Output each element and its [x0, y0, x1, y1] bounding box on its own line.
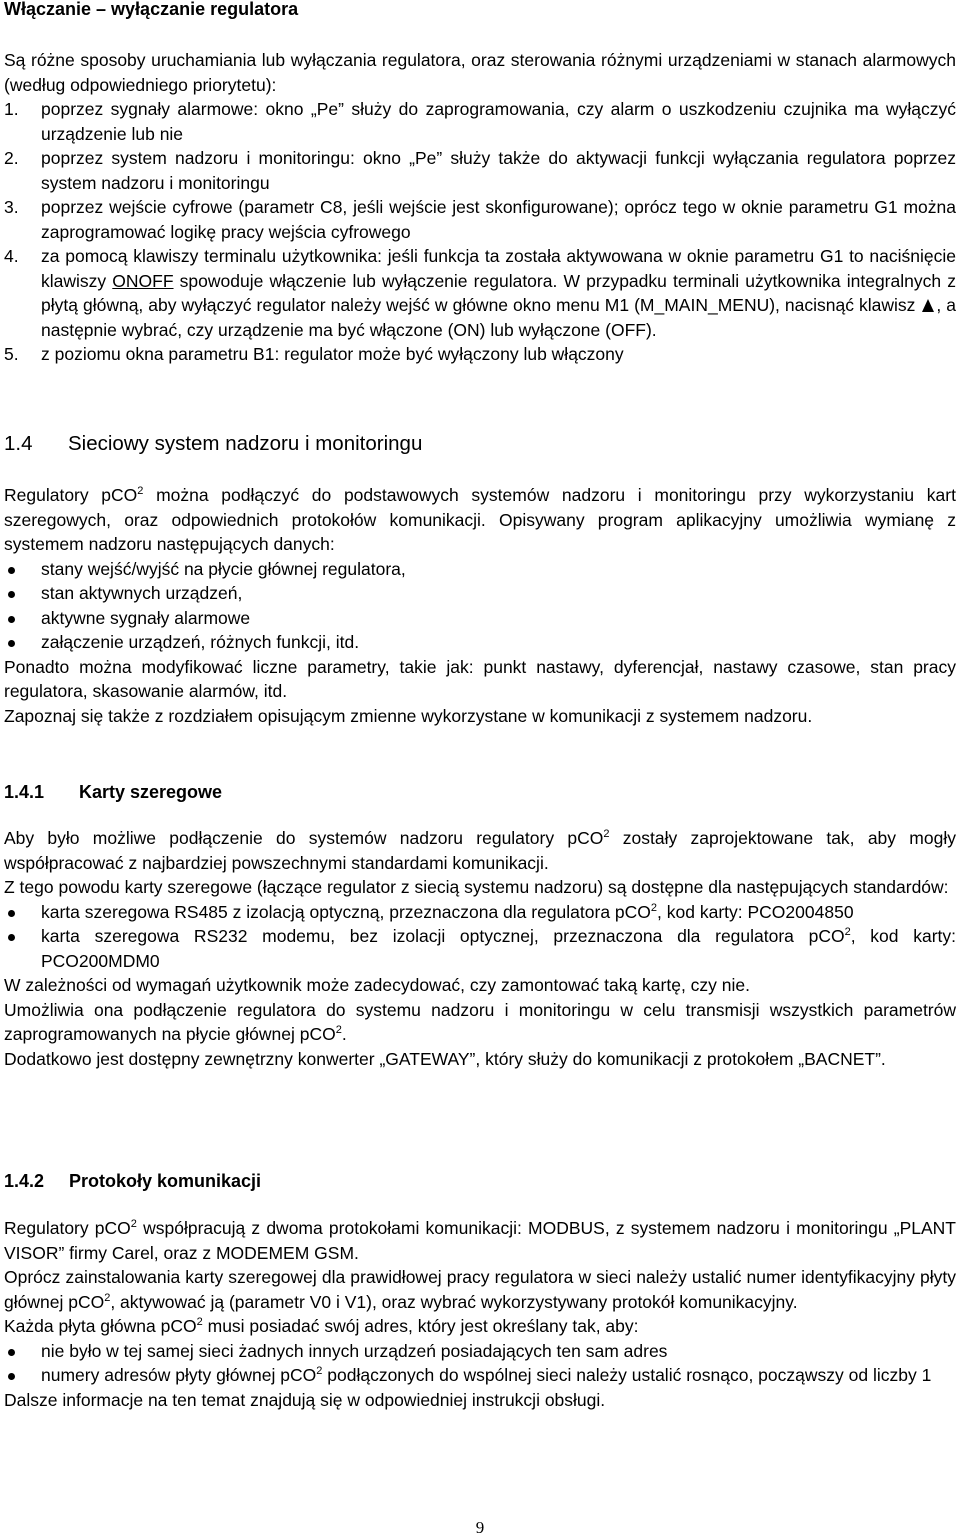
bullet-item: karta szeregowa RS232 modemu, bez izolacji optycznej, przeznaczona dla regulatora pCO$^2$, kod karty: PCO200MDM0 [4, 924, 956, 973]
paragraph: Zapoznaj się także z rozdziałem opisującym zmienne wykorzystane w komunikacji z systemem nadzoru. [4, 705, 813, 726]
intro-block [4, 48, 956, 367]
bullet-icon [8, 1349, 15, 1356]
paragraph: Z tego powodu karty szeregowe (łączące regulator z siecią systemu nadzoru) są dostępne dla następujących standardów: [4, 877, 949, 897]
bullet-icon [8, 567, 15, 574]
list-item: 4. za pomocą klawiszy terminalu użytkownika: jeśli funkcja ta została aktywowana w oknie parametru G1 to naciśnięcie klawiszy ONOFF spowoduje włączenie lub wyłączenie regulatora. W przypadku terminali użytkownika integralnych z płytą główną, aby wyłączyć regulator należy wejść w główne okno menu M1 (M_MAIN_MENU), nacisnąć klawisz , a następnie wybrać, czy urządzenie ma być włączone (ON) lub wyłączone (OFF). [4, 246, 956, 340]
list-item: 2. poprzez system nadzoru i monitoringu: okno „Pe” służy także do aktywacji funkcji wyłączania regulatora poprzez system nadzoru i monitoringu [4, 148, 956, 193]
bullet-item: stany wejść/wyjść na płycie głównej regulatora, [4, 557, 956, 582]
list-item: 3. poprzez wejście cyfrowe (parametr C8, jeśli wejście jest skonfigurowane); oprócz tego w oknie parametru G1 można zaprogramować logikę pracy wejścia cyfrowego [4, 197, 956, 242]
paragraph: Regulatory pCO$^2$ można podłączyć do podstawowych systemów nadzoru i monitoringu przy wykorzystaniu kart szeregowych, oraz odpowiednich protokołów komunikacji. Opisywany program aplikacyjny umożliwia wymianę z systemem nadzoru następujących danych: [4, 485, 956, 554]
bullet-icon [8, 640, 15, 647]
bullet-item: załączenie urządzeń, różnych funkcji, itd. [4, 630, 956, 655]
section-heading: 1.4.1 Karty szeregowe [4, 782, 223, 802]
paragraph: Dodatkowo jest dostępny zewnętrzny konwerter „GATEWAY”, który służy do komunikacji z protokołem „BACNET”. [4, 1048, 886, 1069]
paragraph: Aby było możliwe podłączenie do systemów nadzoru regulatory pCO$^2$ zostały zaprojektowane tak, aby mogły współpracować z najbardziej powszechnymi standardami komunikacji. [4, 828, 956, 873]
section-heading: 1.4 Sieciowy system nadzoru i monitoringu [4, 432, 423, 455]
paragraph: Umożliwia ona podłączenie regulatora do systemu nadzoru i monitoringu w celu transmisji wszystkich parametrów zaprogramowanych na płycie głównej pCO$^2$. [4, 999, 956, 1044]
intro-paragraph: Są różne sposoby uruchamiania lub wyłączania regulatora, oraz sterowania różnymi urządzeniami w stanach alarmowych (według odpowiedniego priorytetu): [4, 50, 956, 95]
section-heading: 1.4.2 Protokoły komunikacji [4, 1171, 262, 1191]
section-1-4-1-body [4, 826, 956, 1071]
paragraph: Ponadto można modyfikować liczne parametry, takie jak: punkt nastawy, dyferencjał, nastawy czasowe, stan pracy regulatora, skasowanie alarmów, itd. [4, 656, 956, 701]
bullet-icon [8, 616, 15, 623]
on-key-label: ON [112, 270, 139, 291]
page-title: Włączanie – wyłączanie regulatora [4, 0, 299, 19]
paragraph: W zależności od wymagań użytkownik może zadecydować, czy zamontować taką kartę, czy nie. [4, 975, 751, 995]
section-1-4-2-body [4, 1216, 956, 1412]
page-number: 9 [475, 1518, 485, 1537]
bullet-icon [8, 1373, 15, 1380]
up-triangle-icon [922, 299, 934, 312]
list-item: 1. poprzez sygnały alarmowe: okno „Pe” służy do zaprogramowania, czy alarm o uszkodzeniu czujnika ma wyłączyć urządzenie lub nie [4, 99, 956, 144]
bullet-item: stan aktywnych urządzeń, [4, 581, 956, 606]
bullet-item: numery adresów płyty głównej pCO$^2$ podłączonych do wspólnej sieci należy ustalić rosnąco, począwszy od liczby 1 [4, 1363, 956, 1388]
paragraph: Każda płyta główna pCO$^2$ musi posiadać swój adres, który jest określany tak, aby: [4, 1316, 639, 1336]
section-1-4-body [4, 483, 956, 728]
list-item: 5. z poziomu okna parametru B1: regulator może być wyłączony lub włączony [4, 344, 624, 364]
bullet-item: karta szeregowa RS485 z izolacją optyczną, przeznaczona dla regulatora pCO$^2$, kod karty: PCO2004850 [4, 900, 956, 925]
paragraph: Oprócz zainstalowania karty szeregowej dla prawidłowej pracy regulatora w sieci należy ustalić numer identyfikacyjny płyty głównej pCO$^2$, aktywować ją (parametr V0 i V1), oraz wybrać wykorzystywany protokół komunikacyjny. [4, 1267, 956, 1312]
bullet-icon [8, 934, 15, 941]
paragraph: Regulatory pCO$^2$ współpracują z dwoma protokołami komunikacji: MODBUS, z systemem nadzoru i monitoringu „PLANT VISOR” firmy Carel, oraz z MODEMEM GSM. [4, 1218, 956, 1263]
paragraph: Dalsze informacje na ten temat znajdują się w odpowiedniej instrukcji obsługi. [4, 1389, 606, 1410]
bullet-icon [8, 910, 15, 917]
bullet-icon [8, 591, 15, 598]
bullet-item: nie było w tej samej sieci żadnych innych urządzeń posiadających ten sam adres [4, 1339, 956, 1364]
off-key-label: OFF [138, 270, 174, 291]
bullet-item: aktywne sygnały alarmowe [4, 606, 956, 631]
